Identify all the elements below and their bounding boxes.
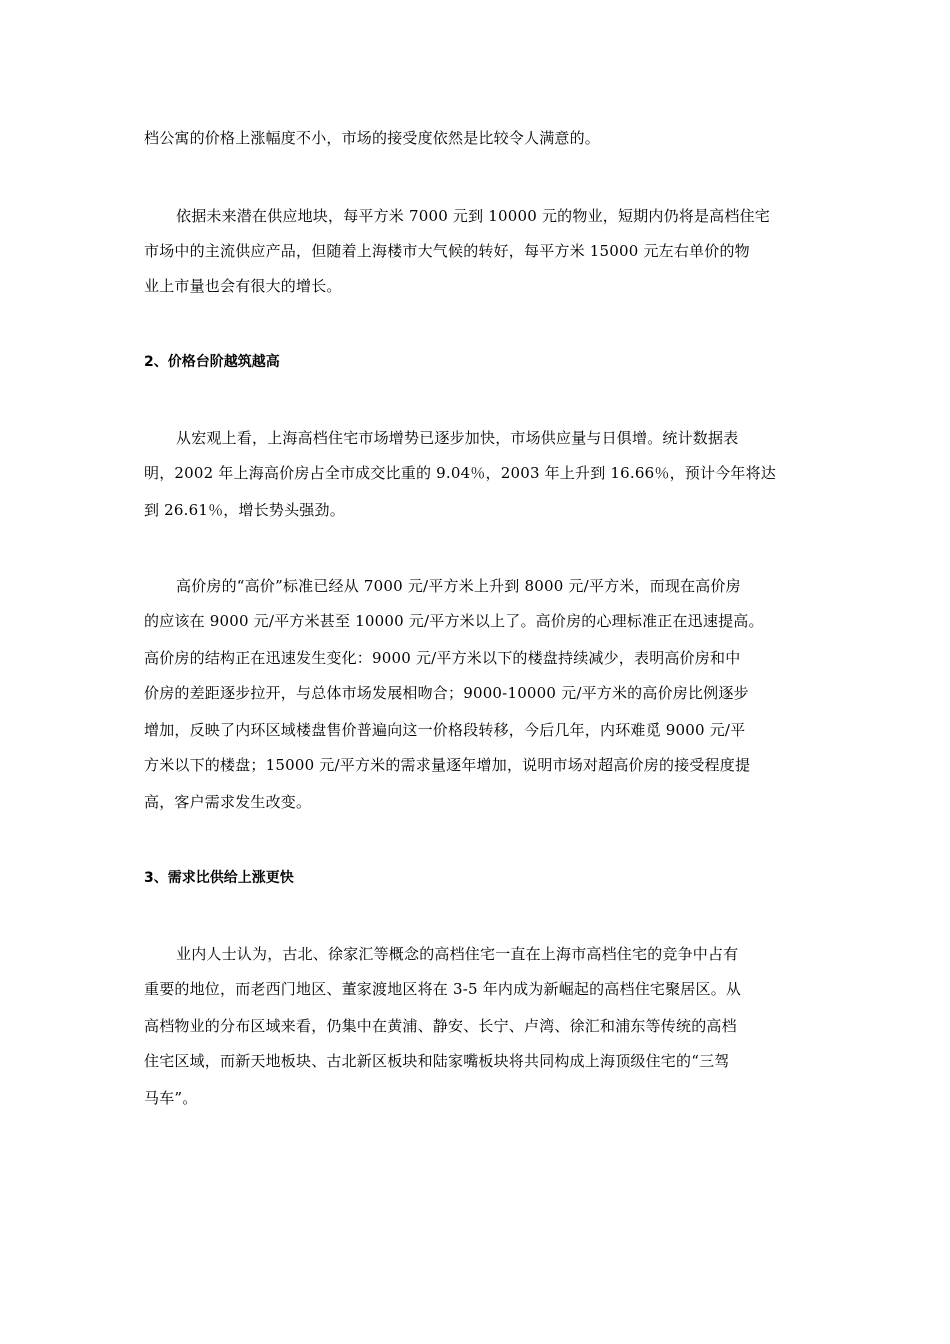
text-line: 高价房的“高价”标准已经从 7000 元/平方米上升到 8000 元/平方米，而现在高价房	[176, 577, 741, 595]
text-line: 高，客户需求发生改变。	[144, 793, 312, 811]
text-line: 业内人士认为，古北、徐家汇等概念的高档住宅一直在上海市高档住宅的竞争中占有	[176, 945, 739, 963]
text-line: 从宏观上看，上海高档住宅市场增势已逐步加快，市场供应量与日俱增。统计数据表	[176, 429, 739, 447]
text-line: 价房的差距逐步拉开，与总体市场发展相吻合；9000-10000 元/平方米的高价房比例逐步	[144, 684, 749, 702]
text-line: 的应该在 9000 元/平方米甚至 10000 元/平方米以上了。高价房的心理标准正在迅速提高。	[144, 612, 764, 630]
text-line: 到 26.61％，增长势头强劲。	[144, 501, 345, 519]
text-line: 档公寓的价格上涨幅度不小，市场的接受度依然是比较令人满意的。	[144, 129, 601, 147]
text-line: 高档物业的分布区域来看，仍集中在黄浦、静安、长宁、卢湾、徐汇和浦东等传统的高档	[144, 1017, 737, 1035]
text-line: 马车”。	[144, 1089, 198, 1107]
text-line: 方米以下的楼盘；15000 元/平方米的需求量逐年增加，说明市场对超高价房的接受程度提	[144, 756, 751, 774]
text-line: 明，2002 年上海高价房占全市成交比重的 9.04％，2003 年上升到 16.66％，预计今年将达	[144, 464, 776, 482]
section-heading-3: 3、需求比供给上涨更快	[144, 870, 294, 886]
text-line: 市场中的主流供应产品，但随着上海楼市大气候的转好，每平方米 15000 元左右单价的物	[144, 242, 750, 260]
text-line: 住宅区域，而新天地板块、古北新区板块和陆家嘴板块将共同构成上海顶级住宅的“三驾	[144, 1052, 730, 1070]
text-line: 重要的地位，而老西门地区、董家渡地区将在 3-5 年内成为新崛起的高档住宅聚居区。从	[144, 980, 742, 998]
text-line: 增加，反映了内环区域楼盘售价普遍向这一价格段转移，今后几年，内环难觅 9000 元/平	[144, 721, 746, 739]
text-line: 依据未来潜在供应地块，每平方米 7000 元到 10000 元的物业，短期内仍将是高档住宅	[176, 207, 770, 225]
section-heading-2: 2、价格台阶越筑越高	[144, 354, 280, 370]
paragraph-intro	[144, 129, 600, 147]
text-line: 高价房的结构正在迅速发生变化：9000 元/平方米以下的楼盘持续减少，表明高价房和中	[144, 649, 741, 667]
text-line: 业上市量也会有很大的增长。	[144, 277, 342, 295]
